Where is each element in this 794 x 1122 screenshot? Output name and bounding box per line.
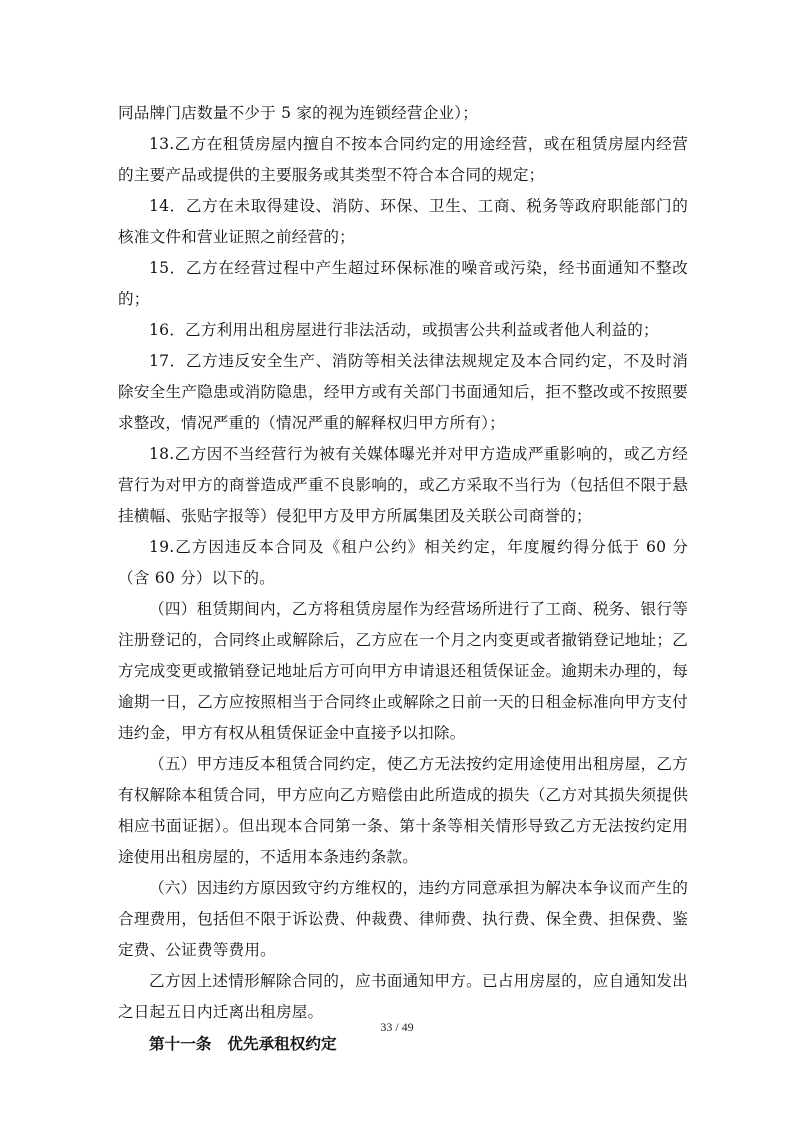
- page-number: 33 / 49: [380, 1020, 414, 1034]
- clause-18: 18.乙方因不当经营行为被有关媒体曝光并对甲方造成严重影响的，或乙方经营行为对甲方的商誉造成严重不良影响的，或乙方采取不当行为（包括但不限于悬挂横幅、张贴字报等）侵犯甲方及甲方所属集团及关联公司商誉的；: [118, 445, 688, 525]
- section-5: （五）甲方违反本租赁合同约定，使乙方无法按约定用途使用出租房屋，乙方有权解除本租赁合同，甲方应向乙方赔偿由此所造成的损失（乙方对其损失须提供相应书面证据）。但出现本合同第一条、第十条等相关情形导致乙方无法按约定用途使用出租房屋的，不适用本条违约条款。: [118, 755, 688, 866]
- section-6: （六）因违约方原因致守约方维权的，违约方同意承担为解决本争议而产生的合理费用，包括但不限于诉讼费、仲裁费、律师费、执行费、保全费、担保费、鉴定费、公证费等费用。: [118, 879, 688, 959]
- section-4: （四）租赁期间内，乙方将租赁房屋作为经营场所进行了工商、税务、银行等注册登记的，合同终止或解除后，乙方应在一个月之内变更或者撤销登记地址；乙方完成变更或撤销登记地址后方可向甲方申请退还租赁保证金。逾期未办理的，每逾期一日，乙方应按照相当于合同终止或解除之日前一天的日租金标准向甲方支付违约金，甲方有权从租赁保证金中直接予以扣除。: [118, 600, 688, 742]
- clause-16: 16．乙方利用出租房屋进行非法活动，或损害公共利益或者他人利益的；: [149, 321, 659, 339]
- clause-17: 17．乙方违反安全生产、消防等相关法律法规规定及本合同约定，不及时消除安全生产隐患或消防隐患，经甲方或有关部门书面通知后，拒不整改或不按照要求整改，情况严重的（情况严重的解释权归甲方所有）；: [118, 352, 688, 432]
- paragraph-continuation: 同品牌门店数量不少于 5 家的视为连锁经营企业）；: [118, 104, 479, 122]
- clause-19: 19.乙方因违反本合同及《租户公约》相关约定，年度履约得分低于 60 分（含 60 分）以下的。: [118, 538, 688, 587]
- clause-13: 13.乙方在租赁房屋内擅自不按本合同约定的用途经营，或在租赁房屋内经营的主要产品或提供的主要服务或其类型不符合本合同的规定；: [118, 135, 688, 184]
- document-body: [118, 98, 688, 1059]
- article-number: 第十一条: [149, 1034, 212, 1053]
- article-title: 优先承租权约定: [227, 1034, 337, 1053]
- termination-notice: 乙方因上述情形解除合同的，应书面通知甲方。已占用房屋的，应自通知发出之日起五日内迁离出租房屋。: [118, 972, 688, 1021]
- clause-15: 15．乙方在经营过程中产生超过环保标准的噪音或污染，经书面通知不整改的；: [118, 259, 688, 308]
- clause-14: 14．乙方在未取得建设、消防、环保、卫生、工商、税务等政府职能部门的核准文件和营业证照之前经营的；: [118, 197, 688, 246]
